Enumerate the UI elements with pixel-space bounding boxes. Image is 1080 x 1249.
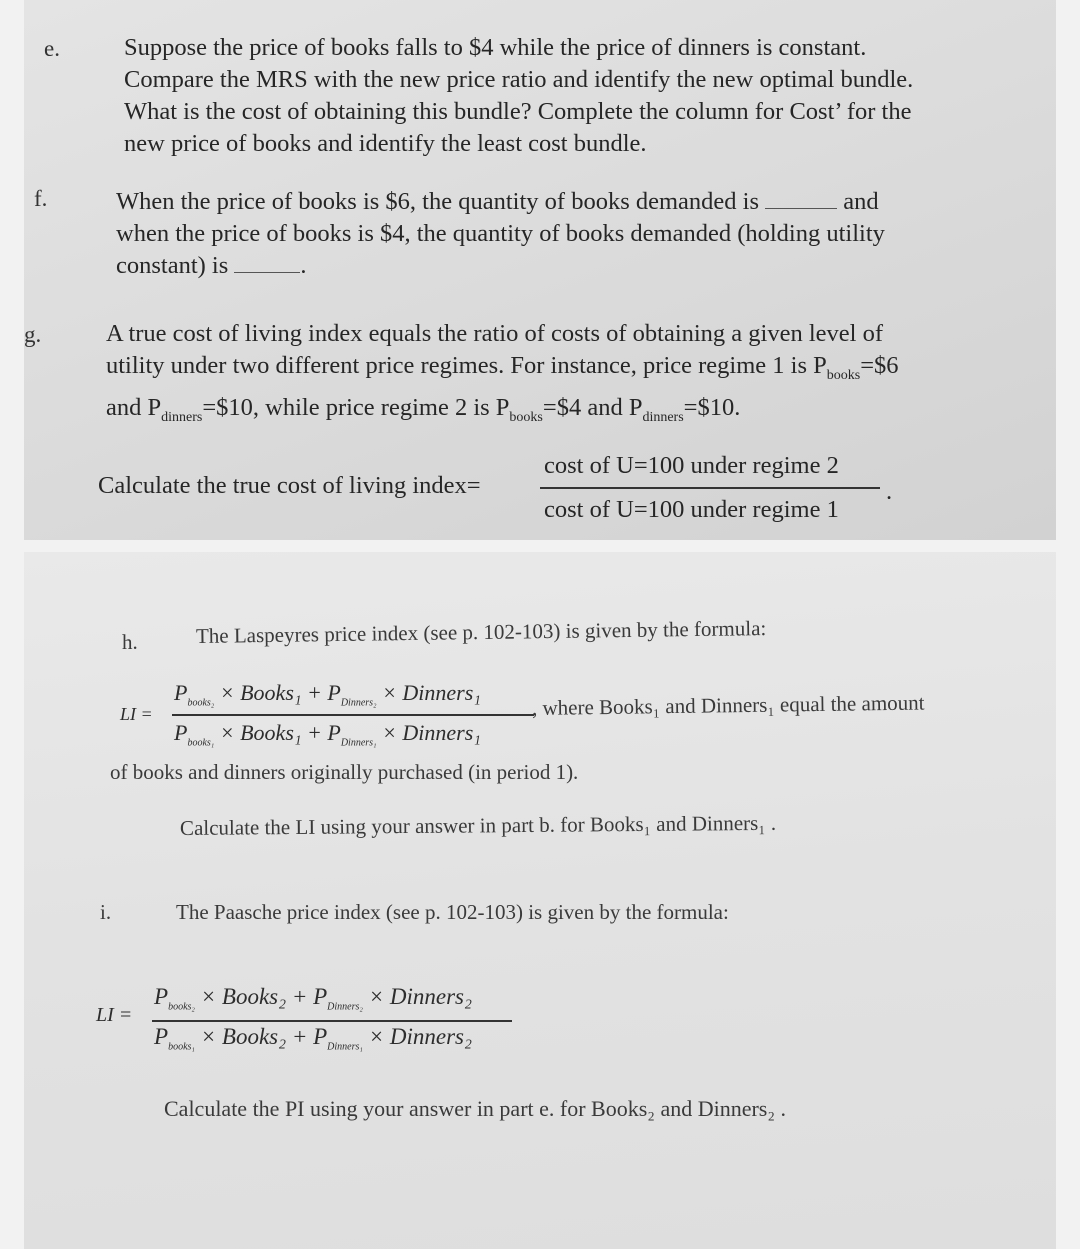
paasche-lhs: LI =: [96, 1004, 133, 1026]
worksheet-photo-top: [24, 0, 1056, 540]
item-e-text: [124, 32, 913, 160]
item-g-line-2: utility under two different price regimes. For instance, price regime 1 is $P_{books}=\$6$: [106, 352, 899, 383]
item-f-line-2: when the price of books is $4, the quantity of books demanded (holding utility: [116, 220, 885, 247]
item-f-label: f.: [34, 186, 48, 211]
paasche-calc-instruction: Calculate the PI using your answer in part e. for Books₂ and Dinners₂ .: [164, 1096, 787, 1121]
item-i-label: i.: [100, 900, 112, 924]
item-g-line-3: and $P_{dinners}=\$10$, while price regime 2 is $P_{books}=\$4$ and $P_{dinners}=\$10$.: [106, 393, 741, 425]
laspeyres-fraction-bar: [172, 714, 534, 716]
laspeyres-denominator: $P_{books_1}$ × Books₁ + $P_{Dinners_1}$ × Dinners₁: [174, 720, 481, 749]
item-f-and: and: [843, 188, 879, 215]
laspeyres-calc-instruction: Calculate the LI using your answer in part b. for Books₁ and Dinners₁ .: [179, 810, 777, 840]
paasche-denominator: $P_{books_1}$ × Books₂ + $P_{Dinners_1}$ × Dinners₂: [154, 1024, 473, 1053]
paasche-fraction-bar: [152, 1020, 512, 1022]
item-e-label: e.: [44, 36, 60, 61]
cost-index-period: .: [886, 478, 893, 505]
paasche-numerator: $P_{books_2}$ × Books₂ + $P_{Dinners_2}$ × Dinners₂: [154, 984, 473, 1013]
item-e-line-4: new price of books and identify the least cost bundle.: [124, 130, 647, 157]
item-e-line-2: Compare the MRS with the new price ratio and identify the new optimal bundle.: [124, 66, 914, 93]
item-h-text: The Laspeyres price index (see p. 102-103) is given by the formula:: [195, 616, 767, 648]
laspeyres-continuation: of books and dinners originally purchased (in period 1).: [110, 760, 579, 784]
item-f-period: .: [300, 252, 307, 279]
laspeyres-lhs: LI =: [120, 704, 153, 724]
cost-index-fraction-bar: [540, 487, 880, 489]
item-f-line-3: constant) is: [116, 252, 229, 279]
item-g-line-1: A true cost of living index equals the ratio of costs of obtaining a given level of: [106, 320, 884, 347]
worksheet-photo-bottom: [24, 552, 1056, 1249]
item-i-text: The Paasche price index (see p. 102-103) is given by the formula:: [176, 900, 729, 924]
item-e-line-3: What is the cost of obtaining this bundle? Complete the column for Cost’ for the: [124, 98, 912, 125]
laspeyres-where-text: , where Books₁ and Dinners₁ equal the amount: [531, 690, 925, 720]
cost-index-denominator: cost of U=100 under regime 1: [544, 496, 839, 523]
laspeyres-numerator: $P_{books_2}$ × Books₁ + $P_{Dinners_2}$ × Dinners₁: [174, 680, 481, 709]
item-f-line-1: When the price of books is $6, the quantity of books demanded is: [116, 188, 759, 215]
cost-of-living-label: Calculate the true cost of living index=: [98, 472, 481, 499]
item-e-line-1: Suppose the price of books falls to $4 while the price of dinners is constant.: [124, 34, 867, 61]
answer-blank-books-4[interactable]: [234, 254, 300, 273]
item-g-text: [106, 318, 899, 434]
item-h-label: h.: [122, 630, 138, 654]
answer-blank-books-6[interactable]: [765, 190, 837, 209]
item-f-text: [116, 186, 885, 282]
cost-index-numerator: cost of U=100 under regime 2: [544, 452, 839, 479]
item-g-label: g.: [24, 322, 42, 347]
